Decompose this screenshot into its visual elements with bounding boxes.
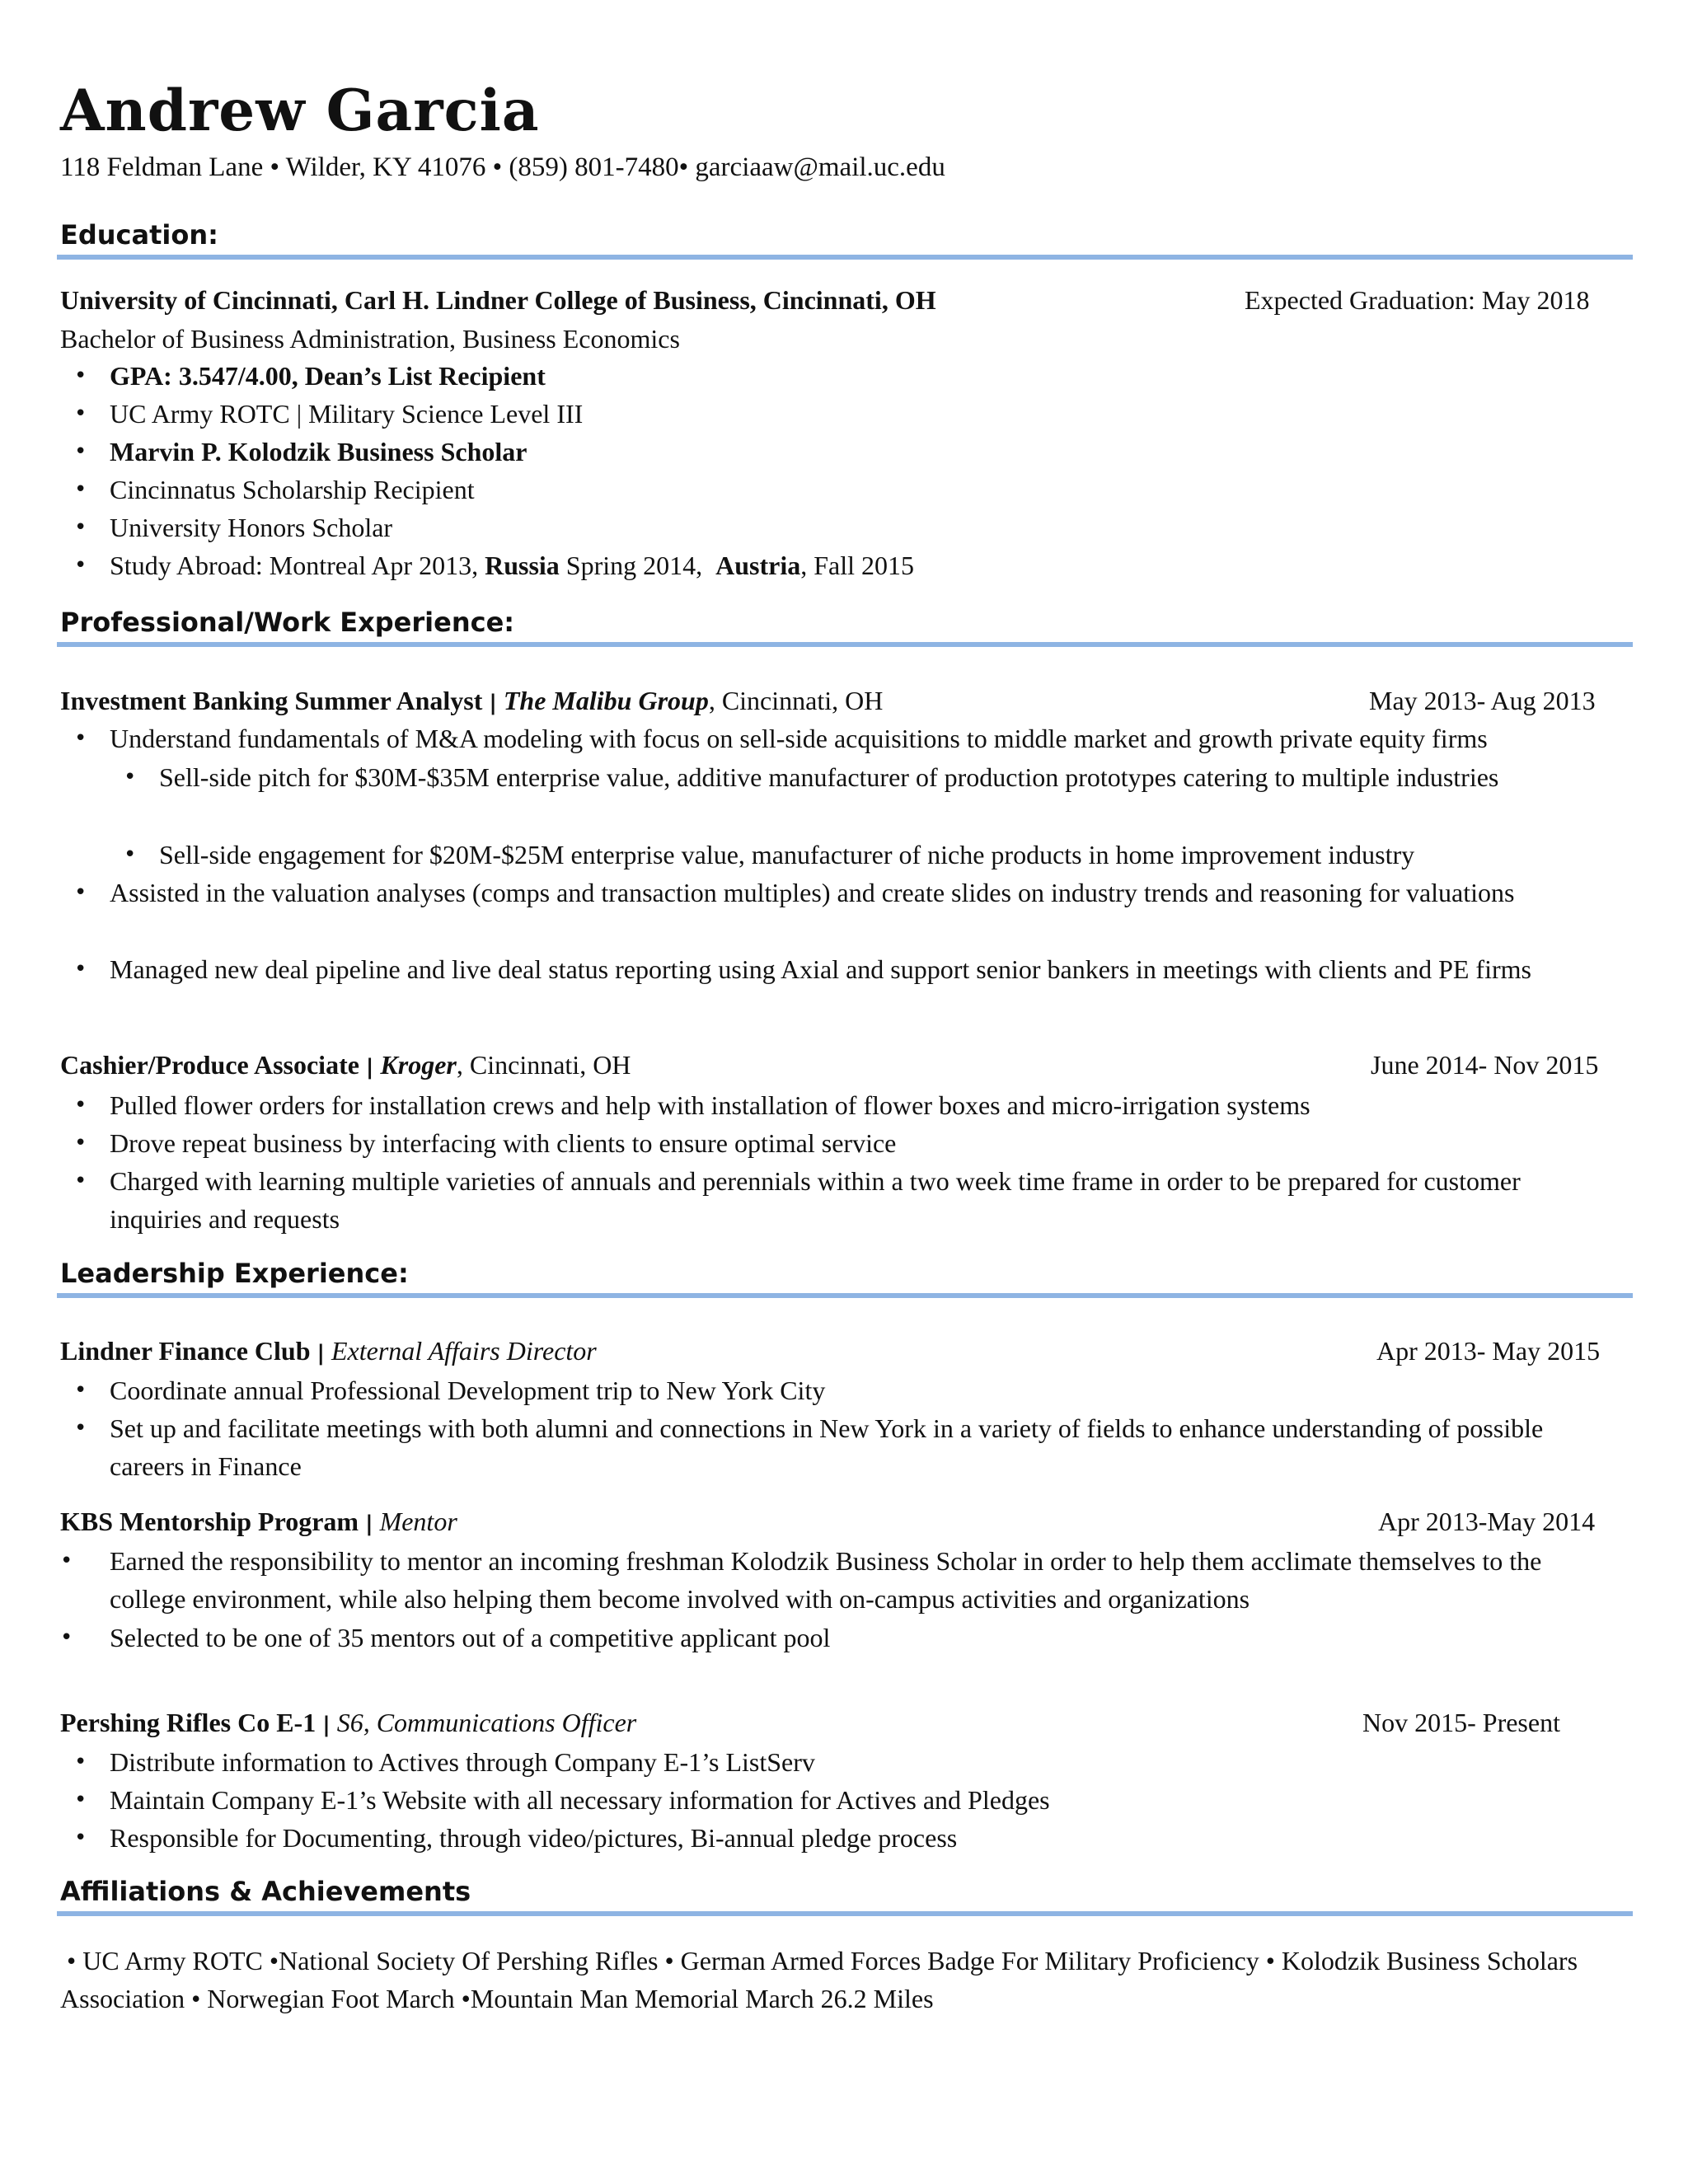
- bullet-text: Drove repeat business by interfacing with clients to ensure optimal service: [110, 1128, 897, 1158]
- list-item: [74, 950, 1607, 988]
- affiliations-text: • UC Army ROTC •National Society Of Pershing Rifles • German Armed Forces Badge For Military Proficiency • Kolodzik Business Scholars Association • Norwegian Foot March •Mountain Man Memorial March 26.2 Miles: [60, 1946, 1583, 2013]
- list-item: [74, 509, 1607, 546]
- education-section-header: [57, 218, 1633, 260]
- bullet-text: Selected to be one of 35 mentors out of a competitive applicant pool: [110, 1623, 831, 1652]
- bullet-icon: •: [74, 363, 87, 388]
- job-date: May 2013- Aug 2013: [1369, 686, 1596, 715]
- bullet-text: Cincinnatus Scholarship Recipient: [110, 475, 475, 504]
- bullet-icon: •: [60, 1549, 73, 1573]
- role-date: Nov 2015- Present: [1362, 1708, 1560, 1737]
- bullet-text: UC Army ROTC | Military Science Level III: [110, 399, 584, 429]
- list-item: [74, 395, 1607, 433]
- list-item: [74, 1162, 1607, 1238]
- bullet-text: Maintain Company E-1’s Website with all necessary information for Actives and Pledges: [110, 1785, 1050, 1815]
- bullet-icon: •: [74, 515, 87, 540]
- bullet-icon: •: [74, 1788, 87, 1812]
- bullet-text: Sell-side engagement for $20M-$25M enterprise value, manufacturer of niche products in home improvement industry: [159, 840, 1415, 869]
- school-name: University of Cincinnati, Carl H. Lindner College of Business, Cincinnati, OH: [60, 285, 936, 315]
- list-item: [74, 546, 1607, 584]
- separator: |: [489, 691, 497, 715]
- position: External Affairs Director: [331, 1336, 597, 1366]
- bullet-text: Understand fundamentals of M&A modeling with focus on sell-side acquisitions to middle market and growth private equity firms: [110, 724, 1488, 753]
- bullet-text: Distribute information to Actives through Company E-1’s ListServ: [110, 1747, 815, 1777]
- section-divider: [57, 1911, 1633, 1916]
- bullet-icon: •: [74, 1093, 87, 1118]
- leadership-role-header: Lindner Finance Club | External Affairs Director Apr 2013- May 2015: [60, 1336, 1601, 1366]
- section-title: Leadership Experience:: [60, 1258, 409, 1289]
- bullet-icon: •: [74, 957, 87, 982]
- bullet-icon: •: [124, 842, 137, 867]
- bullet-icon: •: [74, 1169, 87, 1193]
- section-divider: [57, 255, 1633, 260]
- bullet-text: Pulled flower orders for installation crews and help with installation of flower boxes and micro-irrigation systems: [110, 1090, 1311, 1120]
- candidate-name: Andrew Garcia: [60, 77, 540, 144]
- leadership-section-header: [57, 1257, 1633, 1298]
- list-item: [60, 1619, 1607, 1657]
- organization: The Malibu Group: [503, 686, 709, 715]
- sub-list-item: [124, 836, 1599, 874]
- separator: |: [322, 1713, 331, 1737]
- bullet-icon: •: [74, 1378, 87, 1403]
- bullet-icon: •: [74, 439, 87, 464]
- bullet-icon: •: [74, 1825, 87, 1850]
- list-item: [74, 1781, 1607, 1819]
- list-item: [74, 1819, 1607, 1857]
- bullet-text: Earned the responsibility to mentor an incoming freshman Kolodzik Business Scholar in order to help them acclimate themselves to the college environment, while also helping them become involved with on-campus activities and organizations: [110, 1546, 1542, 1614]
- bullet-icon: •: [74, 1416, 87, 1441]
- job-header: Investment Banking Summer Analyst | The Malibu Group, Cincinnati, OH May 2013- Aug 2013: [60, 686, 1596, 715]
- section-title: Professional/Work Experience:: [60, 607, 515, 638]
- bullet-text: Responsible for Documenting, through video/pictures, Bi-annual pledge process: [110, 1823, 958, 1853]
- separator: |: [316, 1341, 325, 1366]
- list-item: [74, 1409, 1607, 1485]
- list-item: [74, 1124, 1607, 1162]
- bullet-icon: •: [74, 1131, 87, 1155]
- bullet-icon: •: [74, 553, 87, 578]
- list-item: [74, 1743, 1607, 1781]
- bullet-icon: •: [74, 477, 87, 502]
- list-item: [74, 433, 1607, 471]
- role-date: Apr 2013- May 2015: [1376, 1336, 1601, 1366]
- bullet-text: Coordinate annual Professional Development trip to New York City: [110, 1376, 826, 1405]
- bullet-text: University Honors Scholar: [110, 513, 393, 542]
- list-item: [74, 471, 1607, 509]
- bullet-text: Marvin P. Kolodzik Business Scholar: [110, 437, 528, 466]
- bullet-icon: •: [74, 880, 87, 905]
- graduation-date: Expected Graduation: May 2018: [1245, 285, 1590, 315]
- leadership-role-header: Pershing Rifles Co E-1 | S6, Communications Officer Nov 2015- Present: [60, 1708, 1560, 1737]
- separator: |: [365, 1055, 374, 1080]
- bullet-icon: •: [124, 765, 137, 790]
- job-header: Cashier/Produce Associate | Kroger, Cincinnati, OH June 2014- Nov 2015: [60, 1050, 1599, 1080]
- position: Mentor: [379, 1507, 457, 1536]
- bullet-icon: •: [74, 726, 87, 751]
- section-divider: [57, 1293, 1633, 1298]
- bullet-text: Sell-side pitch for $30M-$35M enterprise value, additive manufacturer of production prototypes catering to multiple industries: [159, 762, 1499, 792]
- bullet-text: GPA: 3.547/4.00, Dean’s List Recipient: [110, 361, 546, 391]
- list-item: [74, 357, 1607, 395]
- section-title: Education:: [60, 219, 218, 251]
- position: S6, Communications Officer: [336, 1708, 637, 1737]
- bullet-icon: •: [74, 401, 87, 426]
- bullet-text: Managed new deal pipeline and live deal status reporting using Axial and support senior bankers in meetings with clients and PE firms: [110, 954, 1531, 984]
- section-title: Affiliations & Achievements: [60, 1876, 471, 1907]
- bullet-text: Charged with learning multiple varieties of annuals and perennials within a two week time frame in order to be prepared for customer inquiries and requests: [110, 1166, 1521, 1234]
- education-school-row: [60, 284, 1626, 316]
- organization: Kroger: [380, 1050, 457, 1080]
- affiliations-section-header: [57, 1875, 1633, 1916]
- sub-list-item: [124, 758, 1591, 796]
- list-item: [74, 874, 1607, 912]
- bullet-icon: •: [60, 1625, 73, 1650]
- list-item: [74, 1371, 1607, 1409]
- bullet-icon: •: [74, 1750, 87, 1774]
- section-divider: [57, 642, 1633, 647]
- separator: |: [365, 1511, 373, 1536]
- bullet-text: Assisted in the valuation analyses (comps and transaction multiples) and create slides on industry trends and reasoning for valuations: [110, 878, 1515, 907]
- list-item: [74, 719, 1632, 757]
- study-abroad-text: Study Abroad: Montreal Apr 2013, Russia Spring 2014, Austria, Fall 2015: [110, 551, 915, 580]
- bullet-text: Set up and facilitate meetings with both alumni and connections in New York in a variety of fields to enhance understanding of possible careers in Finance: [110, 1413, 1544, 1481]
- work-section-header: [57, 606, 1633, 647]
- leadership-role-header: KBS Mentorship Program | Mentor Apr 2013-May 2014: [60, 1507, 1596, 1536]
- list-item: [60, 1542, 1607, 1618]
- role-date: Apr 2013-May 2014: [1378, 1507, 1596, 1536]
- job-date: June 2014- Nov 2015: [1371, 1050, 1599, 1080]
- list-item: [74, 1086, 1607, 1124]
- degree-line: Bachelor of Business Administration, Business Economics: [60, 324, 680, 354]
- contact-line: 118 Feldman Lane • Wilder, KY 41076 • (859) 801-7480• garciaaw@mail.uc.edu: [60, 152, 945, 182]
